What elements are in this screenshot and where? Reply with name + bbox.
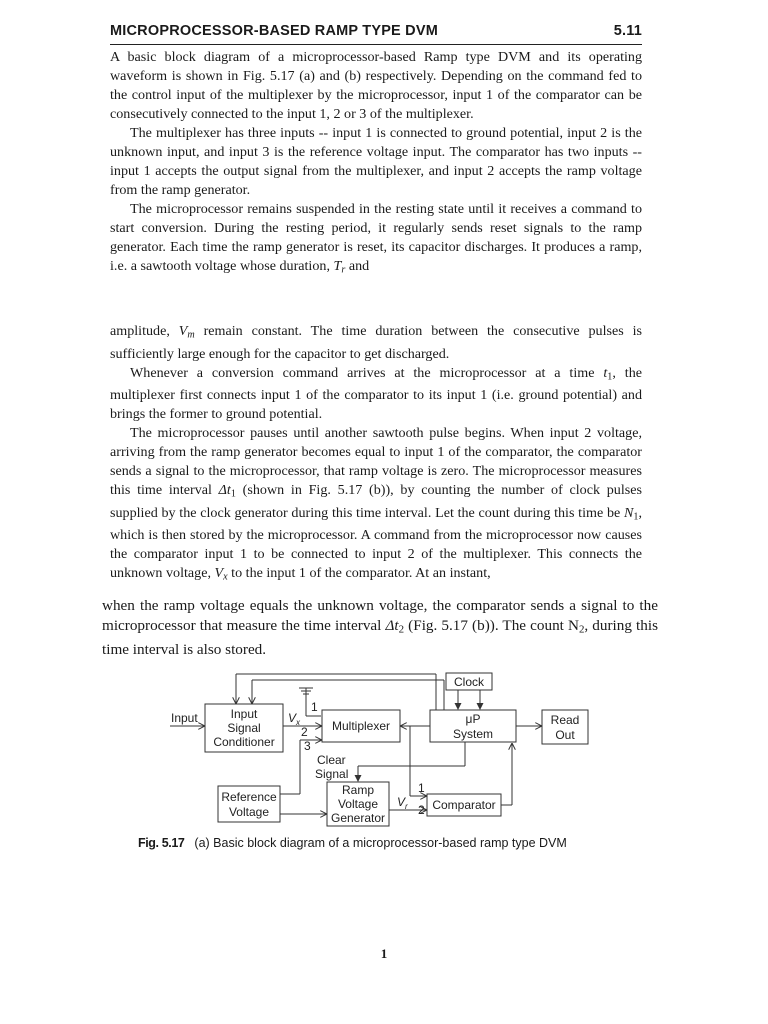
mux-input-3: 3 — [304, 739, 311, 753]
up-label-2: System — [452, 727, 494, 741]
isc-label-2: Signal — [227, 721, 261, 735]
mux-input-2: 2 — [301, 725, 308, 739]
header-page-number: 5.11 — [613, 23, 642, 39]
clear-label-1: Clear — [317, 753, 346, 767]
input-label: Input — [171, 711, 198, 725]
up-label-1: μP — [465, 712, 481, 726]
ref-label-2: Voltage — [228, 805, 270, 819]
header-title: MICROPROCESSOR-BASED RAMP TYPE DVM — [110, 23, 438, 39]
figure-number: Fig. 5.17 — [138, 836, 185, 850]
paragraph-multiplexer: The multiplexer has three inputs -- input 1 is connected to ground potential, input 2 is the unknown input, and input 3 is the reference voltage input. The comparator has two inputs -- input 1 accepts the output signal from the multiplexer, and input 2 accepts the ramp voltage from the ramp generator. — [110, 125, 642, 198]
ramp-label-1: Ramp — [341, 783, 375, 797]
readout-label-1: Read — [550, 713, 580, 727]
text-block-3 — [102, 596, 658, 660]
ramp-label-2: Voltage — [337, 797, 379, 811]
figure-caption — [138, 836, 567, 850]
comp-input-1: 1 — [418, 781, 425, 795]
clear-label-2: Signal — [315, 767, 349, 781]
mux-input-1: 1 — [311, 700, 318, 714]
page-folio: 1 — [380, 946, 388, 961]
comparator-label: Comparator — [432, 798, 496, 812]
paragraph-amplitude: amplitude, $V_m$ remain constant. The time duration between the consecutive pulses is sufficiently large enough for the capacitor to get discharged. — [110, 323, 642, 362]
running-header — [110, 22, 642, 45]
figure-caption-text: (a) Basic block diagram of a microprocessor-based ramp type DVM — [194, 836, 567, 850]
ramp-label-3: Generator — [330, 811, 386, 825]
vr-label: $V_r$ — [397, 795, 408, 811]
paragraph-intro: A basic block diagram of a microprocessor-based Ramp type DVM and its operating waveform is shown in Fig. 5.17 (a) and (b) respectively. Depending on the command fed to the control input of the multiplexer by the microprocessor, input 1 of the comparator can be consecutively connected to the input 1, 2 or 3 of the multiplexer. — [110, 49, 642, 122]
isc-label-3: Conditioner — [213, 735, 275, 749]
isc-label-1: Input — [230, 707, 258, 721]
text-block-1 — [110, 48, 642, 280]
multiplexer-label: Multiplexer — [331, 719, 391, 733]
block-diagram — [160, 668, 600, 833]
clock-label: Clock — [453, 675, 485, 689]
paragraph-second-interval: when the ramp voltage equals the unknown voltage, the comparator sends a signal to the microprocessor that measure the time interval $\Delta t_2$ (Fig. 5.17 (b)). The count $N_2$, during this time interval is also stored. — [102, 597, 658, 658]
vx-label: $V_x$ — [288, 711, 301, 727]
text-block-2 — [110, 322, 642, 587]
paragraph-sawtooth: The microprocessor pauses until another sawtooth pulse begins. When input 2 voltage, arriving from the ramp generator becomes equal to input 1 of the comparator, the comparator sends a signal to the microprocessor, that ramp voltage is zero. The microprocessor measures this time interval $\Delta t_1$ (shown in Fig. 5.17 (b)), by counting the number of clock pulses supplied by the clock generator during this time interval. Let the count during this time be $N_1$, which is then stored by the microprocessor. A command from the microprocessor now causes the comparator input 1 to be connected to input 2 of the multiplexer. This connects the unknown voltage, $V_x$ to the input 1 of the comparator. At an instant, — [110, 425, 642, 583]
comp-input-2: 2 — [418, 803, 425, 817]
readout-label-2: Out — [555, 728, 575, 742]
paragraph-resting-state: The microprocessor remains suspended in the resting state until it receives a command to start conversion. During the resting period, it regularly sends reset signals to the ramp generator. Each time the ramp generator is reset, its capacitor discharges. It produces a ramp, i.e. a sawtooth voltage whose duration, $T_r$ and — [110, 201, 642, 276]
ref-label-1: Reference — [221, 790, 277, 804]
paragraph-conversion-command: Whenever a conversion command arrives at the microprocessor at a time $t_1$, the multiplexer first connects input 1 of the comparator to its input 1 (i.e. ground potential) and brings the former to ground potential. — [110, 364, 642, 423]
